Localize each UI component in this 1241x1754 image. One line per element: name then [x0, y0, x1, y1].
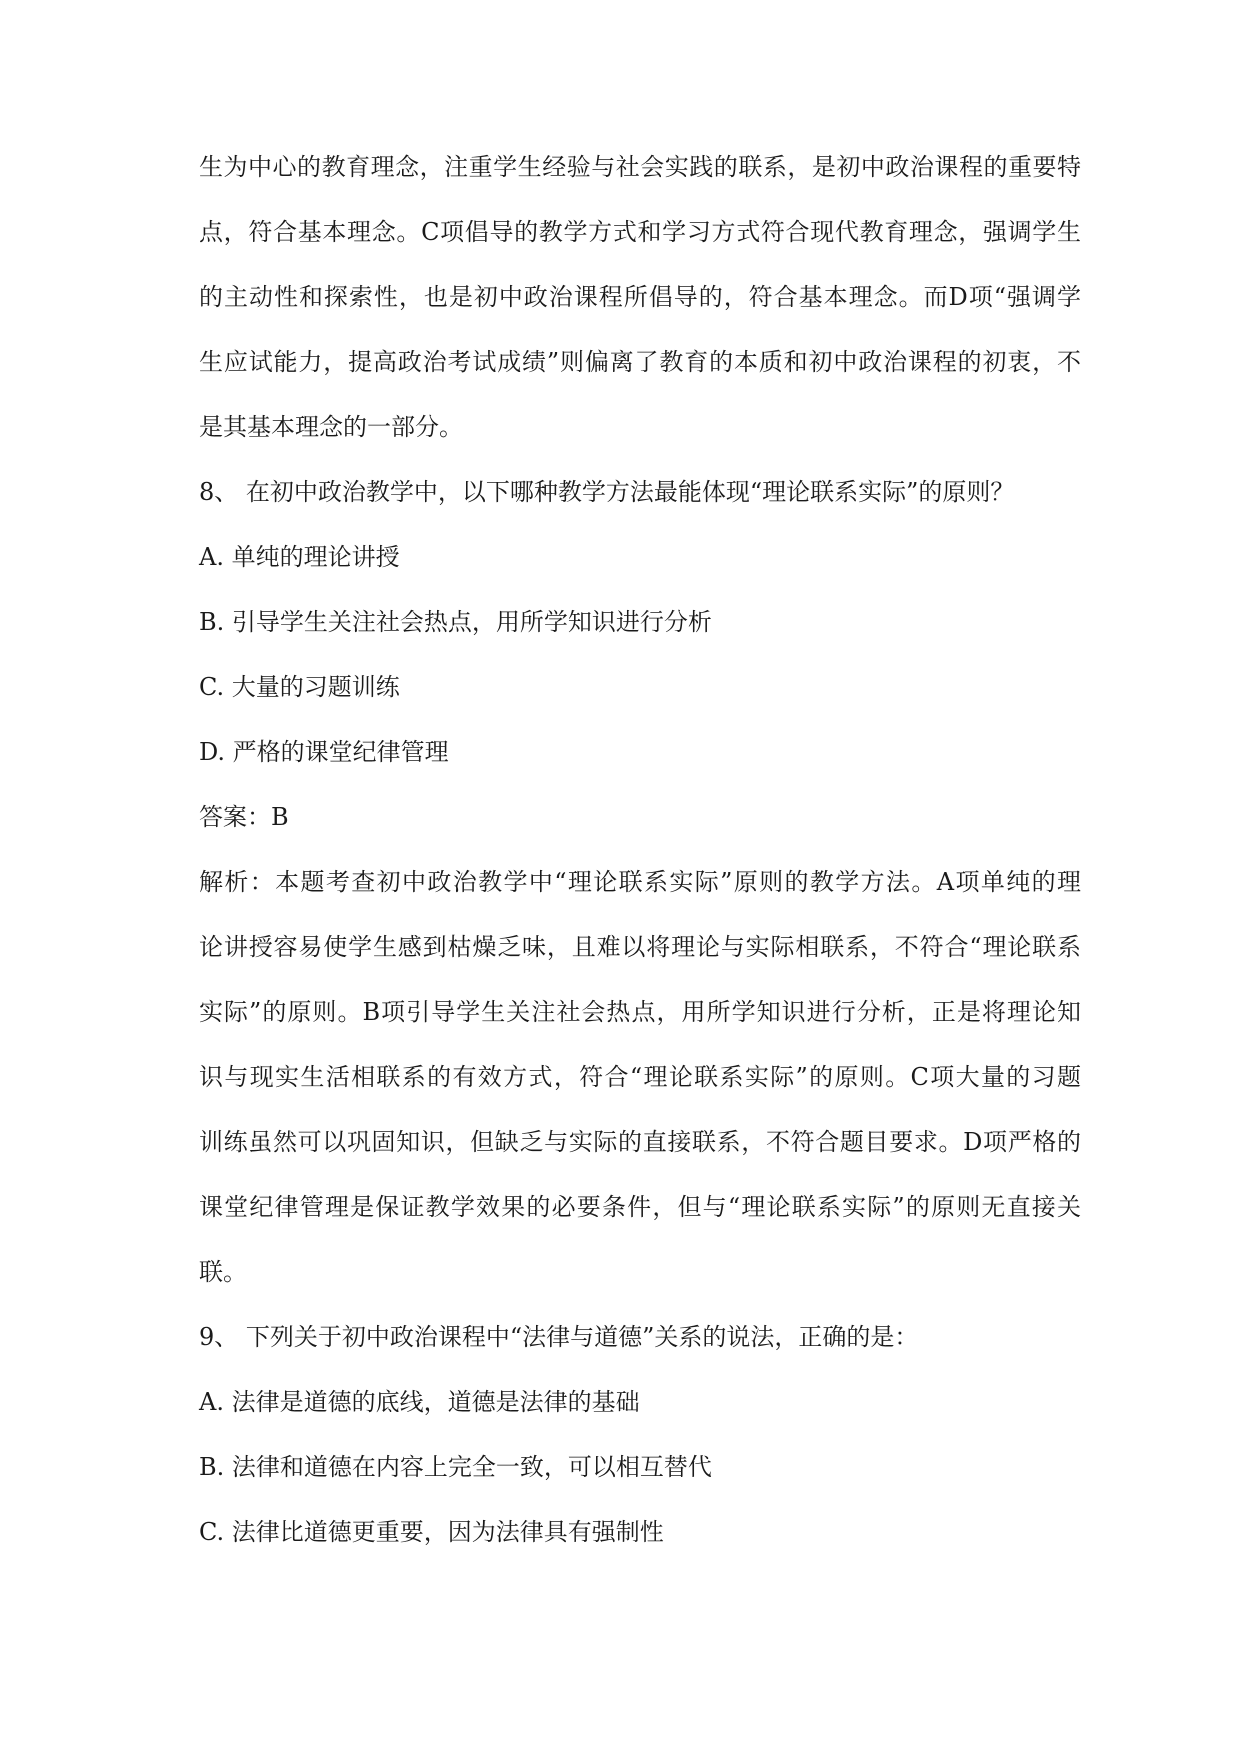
- paragraph-line: 是其基本理念的一部分。: [199, 413, 463, 441]
- analysis-line: 联。: [199, 1258, 247, 1286]
- answer-line: 答案：B: [199, 803, 289, 831]
- option-line: A. 单纯的理论讲授: [199, 543, 400, 571]
- option-line: A. 法律是道德的底线，道德是法律的基础: [199, 1388, 640, 1416]
- option-line: D. 严格的课堂纪律管理: [199, 738, 449, 766]
- analysis-line: 实际”的原则。B项引导学生关注社会热点，用所学知识进行分析，正是将理论知: [199, 998, 1081, 1026]
- option-line: C. 法律比道德更重要，因为法律具有强制性: [199, 1518, 664, 1546]
- paragraph-line: 生应试能力，提高政治考试成绩”则偏离了教育的本质和初中政治课程的初衷，不: [199, 348, 1081, 376]
- question-line: 8、 在初中政治教学中，以下哪种教学方法最能体现“理论联系实际”的原则？: [199, 478, 1015, 506]
- option-line: B. 引导学生关注社会热点，用所学知识进行分析: [199, 608, 712, 636]
- option-line: B. 法律和道德在内容上完全一致，可以相互替代: [199, 1453, 712, 1481]
- paragraph-line: 生为中心的教育理念，注重学生经验与社会实践的联系，是初中政治课程的重要特: [199, 153, 1081, 181]
- paragraph-line: 的主动性和探索性，也是初中政治课程所倡导的，符合基本理念。而D项“强调学: [199, 283, 1081, 311]
- analysis-line: 解析：本题考查初中政治教学中“理论联系实际”原则的教学方法。A项单纯的理: [199, 868, 1081, 896]
- analysis-line: 训练虽然可以巩固知识，但缺乏与实际的直接联系，不符合题目要求。D项严格的: [199, 1128, 1081, 1156]
- analysis-line: 课堂纪律管理是保证教学效果的必要条件，但与“理论联系实际”的原则无直接关: [199, 1193, 1081, 1221]
- paragraph-line: 点，符合基本理念。C项倡导的教学方式和学习方式符合现代教育理念，强调学生: [199, 218, 1081, 246]
- question-line: 9、 下列关于初中政治课程中“法律与道德”关系的说法，正确的是：: [199, 1323, 919, 1351]
- option-line: C. 大量的习题训练: [199, 673, 400, 701]
- analysis-line: 识与现实生活相联系的有效方式，符合“理论联系实际”的原则。C项大量的习题: [199, 1063, 1081, 1091]
- analysis-line: 论讲授容易使学生感到枯燥乏味，且难以将理论与实际相联系，不符合“理论联系: [199, 933, 1081, 961]
